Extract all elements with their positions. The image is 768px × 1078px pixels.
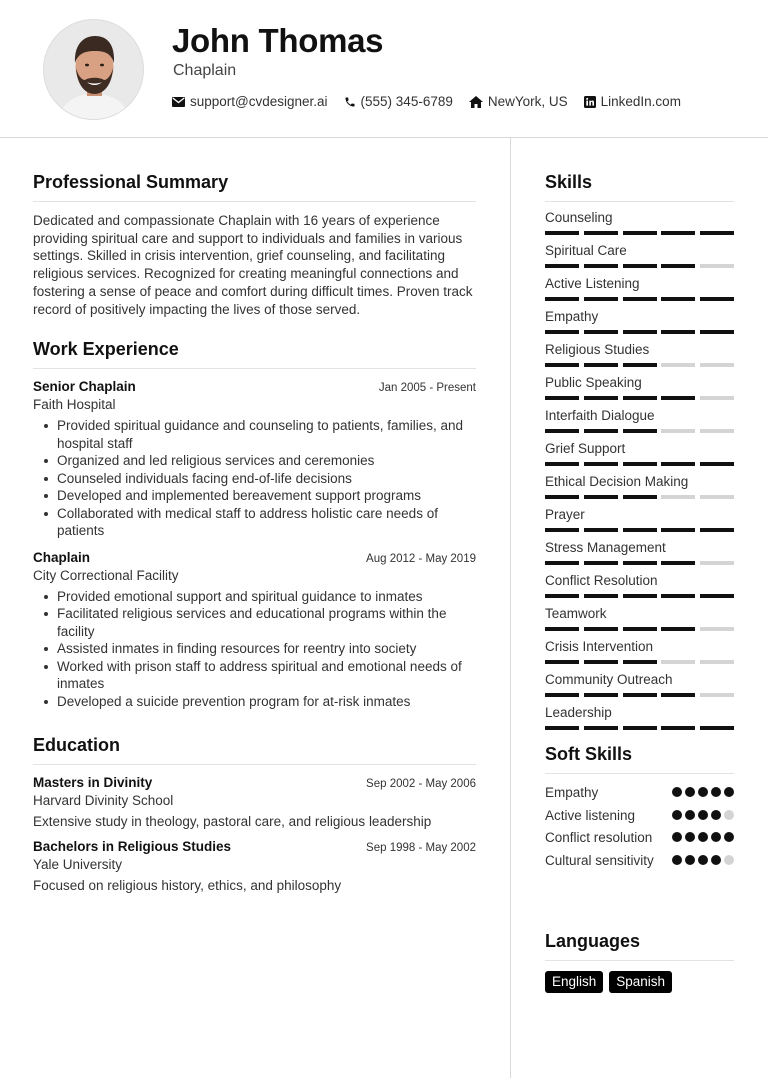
skill-item (545, 441, 734, 466)
education-entry (33, 775, 476, 829)
skill-item (545, 309, 734, 334)
skill-level-segment (623, 363, 657, 367)
skill-level-segment (661, 363, 695, 367)
skill-level-bar (545, 462, 734, 466)
skill-level-segment (545, 726, 579, 730)
soft-skill-rating (669, 855, 734, 865)
contact-email-text: support@cvdesigner.ai (190, 94, 328, 109)
soft-skills-list (545, 784, 734, 869)
soft-skill-item (545, 829, 734, 847)
candidate-name: John Thomas (172, 22, 384, 59)
skill-level-segment (584, 330, 618, 334)
rating-dot (711, 810, 721, 820)
skill-level-segment (545, 660, 579, 664)
skill-level-segment (661, 297, 695, 301)
rating-dot (672, 855, 682, 865)
soft-skill-rating (669, 810, 734, 820)
skill-level-segment (584, 363, 618, 367)
skill-level-bar (545, 528, 734, 532)
skill-level-segment (623, 429, 657, 433)
skill-item (545, 672, 734, 697)
soft-skill-name: Active listening (545, 807, 636, 823)
job-bullet: Organized and led religious services and ceremonies (33, 452, 476, 470)
skill-level-segment (584, 231, 618, 235)
rating-dot (672, 810, 682, 820)
skill-level-segment (623, 495, 657, 499)
job-bullet: Provided spiritual guidance and counseling to patients, families, and hospital staff (33, 417, 476, 452)
skill-level-segment (661, 495, 695, 499)
skill-level-segment (545, 561, 579, 565)
job-date: Jan 2005 - Present (378, 382, 476, 394)
job-bullet: Developed and implemented bereavement support programs (33, 487, 476, 505)
skill-level-segment (700, 693, 734, 697)
skill-level-segment (661, 627, 695, 631)
education-description: Extensive study in theology, pastoral care, and religious leadership (33, 814, 432, 829)
skill-level-segment (545, 429, 579, 433)
candidate-role: Chaplain (173, 62, 237, 79)
resume-header (0, 0, 768, 138)
job-header (33, 550, 476, 565)
skill-name: Public Speaking (545, 375, 642, 390)
skill-level-segment (700, 561, 734, 565)
skill-level-segment (584, 528, 618, 532)
skill-level-segment (584, 429, 618, 433)
rating-dot (711, 832, 721, 842)
skill-level-segment (700, 297, 734, 301)
skill-name: Spiritual Care (545, 243, 627, 258)
skill-item (545, 705, 734, 730)
skill-name: Grief Support (545, 441, 626, 456)
rating-dot (672, 787, 682, 797)
rating-dot (711, 855, 721, 865)
skill-name: Teamwork (545, 606, 607, 621)
rating-dot (698, 810, 708, 820)
skill-name: Empathy (545, 309, 599, 324)
skill-level-segment (584, 297, 618, 301)
skill-level-bar (545, 561, 734, 565)
envelope-icon (172, 97, 185, 107)
contact-phone[interactable] (344, 94, 453, 109)
skill-name: Active Listening (545, 276, 640, 291)
job-bullets (33, 417, 476, 540)
skill-level-segment (700, 363, 734, 367)
experience-heading: Work Experience (33, 339, 476, 369)
soft-skill-name: Conflict resolution (545, 830, 653, 845)
skill-level-bar (545, 660, 734, 664)
phone-icon (344, 96, 356, 108)
skill-level-segment (623, 231, 657, 235)
rating-dot (711, 787, 721, 797)
skill-level-segment (545, 495, 579, 499)
rating-dot (685, 832, 695, 842)
job-entry (33, 550, 476, 711)
skill-level-segment (623, 726, 657, 730)
skill-item (545, 639, 734, 664)
job-title: Chaplain (33, 549, 91, 565)
skill-level-bar (545, 495, 734, 499)
skill-level-segment (623, 330, 657, 334)
skill-level-segment (700, 264, 734, 268)
skill-level-segment (661, 660, 695, 664)
education-header (33, 775, 476, 790)
rating-dot (698, 832, 708, 842)
skills-section (545, 172, 734, 730)
skill-level-segment (623, 462, 657, 466)
job-organization: Faith Hospital (33, 397, 116, 412)
job-bullet: Worked with prison staff to address spiritual and emotional needs of inmates (33, 658, 476, 693)
soft-skill-rating (669, 832, 734, 842)
skill-level-segment (545, 264, 579, 268)
skill-name: Religious Studies (545, 342, 650, 357)
skills-list (545, 210, 734, 730)
skill-level-segment (661, 264, 695, 268)
skill-level-bar (545, 396, 734, 400)
skill-name: Community Outreach (545, 672, 673, 687)
rating-dot (685, 855, 695, 865)
summary-section (33, 172, 476, 318)
rating-dot (698, 787, 708, 797)
skill-level-segment (584, 693, 618, 697)
school-name: Yale University (33, 857, 123, 872)
skill-level-segment (545, 363, 579, 367)
skill-level-segment (700, 429, 734, 433)
rating-dot (672, 832, 682, 842)
skill-level-segment (584, 561, 618, 565)
skill-level-segment (661, 231, 695, 235)
skill-level-bar (545, 726, 734, 730)
experience-section (33, 339, 476, 710)
contact-location (469, 94, 568, 109)
skill-level-segment (661, 462, 695, 466)
languages-heading: Languages (545, 931, 734, 961)
skill-name: Ethical Decision Making (545, 474, 689, 489)
skill-level-segment (584, 594, 618, 598)
skill-level-segment (700, 594, 734, 598)
skill-level-segment (700, 396, 734, 400)
skill-level-segment (700, 528, 734, 532)
skill-level-segment (545, 693, 579, 697)
skill-level-bar (545, 594, 734, 598)
skill-level-segment (623, 693, 657, 697)
job-header (33, 379, 476, 394)
skill-level-segment (545, 594, 579, 598)
language-tag: Spanish (609, 971, 672, 993)
job-bullet: Facilitated religious services and educational programs within the facility (33, 605, 476, 640)
job-bullet: Provided emotional support and spiritual guidance to inmates (33, 588, 476, 606)
soft-skills-heading: Soft Skills (545, 744, 734, 774)
skill-level-segment (545, 297, 579, 301)
contact-linkedin-text: LinkedIn.com (600, 94, 681, 109)
skill-level-segment (661, 726, 695, 730)
skill-level-segment (661, 693, 695, 697)
skill-level-segment (545, 231, 579, 235)
skill-level-bar (545, 231, 734, 235)
skill-level-segment (584, 396, 618, 400)
skill-level-bar (545, 429, 734, 433)
skill-level-segment (584, 462, 618, 466)
skill-level-segment (623, 297, 657, 301)
summary-heading: Professional Summary (33, 172, 476, 202)
degree-title: Masters in Divinity (33, 775, 153, 790)
soft-skill-name: Empathy (545, 785, 599, 800)
education-entry (33, 839, 476, 893)
skill-name: Counseling (545, 210, 613, 225)
linkedin-icon (584, 96, 596, 108)
skill-name: Leadership (545, 705, 612, 720)
skill-level-segment (584, 660, 618, 664)
skill-level-segment (700, 495, 734, 499)
skill-level-segment (661, 561, 695, 565)
skill-level-segment (584, 264, 618, 268)
skills-heading: Skills (545, 172, 734, 202)
contact-phone-text: (555) 345-6789 (360, 94, 453, 109)
skill-level-segment (545, 462, 579, 466)
skill-item (545, 342, 734, 367)
education-date: Sep 1998 - May 2002 (366, 842, 476, 854)
skill-level-segment (623, 396, 657, 400)
skill-level-segment (545, 528, 579, 532)
job-bullet: Collaborated with medical staff to address holistic care needs of patients (33, 505, 476, 540)
skill-level-segment (661, 528, 695, 532)
skill-level-segment (661, 594, 695, 598)
skill-level-segment (661, 396, 695, 400)
skill-level-segment (623, 660, 657, 664)
job-bullet: Counseled individuals facing end-of-life decisions (33, 470, 476, 488)
soft-skills-section (545, 744, 734, 874)
skill-level-segment (623, 561, 657, 565)
skill-level-segment (545, 330, 579, 334)
job-organization: City Correctional Facility (33, 567, 179, 583)
skill-level-segment (700, 660, 734, 664)
skill-item (545, 540, 734, 565)
skill-item (545, 507, 734, 532)
skill-level-bar (545, 264, 734, 268)
skill-item (545, 276, 734, 301)
education-heading: Education (33, 735, 476, 765)
rating-dot (724, 832, 734, 842)
column-divider (510, 138, 511, 1078)
rating-dot (724, 810, 734, 820)
skill-level-bar (545, 330, 734, 334)
job-bullet: Developed a suicide prevention program for at-risk inmates (33, 693, 476, 711)
skill-level-bar (545, 627, 734, 631)
contact-location-text: NewYork, US (487, 94, 568, 109)
summary-text: Dedicated and compassionate Chaplain with 16 years of experience providing spiritual care and support to individuals and families in various settings. Skilled in crisis intervention, grief counseling, and facilitating religious services. Recognized for creating meaningful connections and fostering a sense of peace and comfort during difficult times. Proven track record of positively impacting the lives of those served. (33, 213, 473, 317)
skill-item (545, 573, 734, 598)
contact-bar (172, 94, 697, 109)
profile-photo (43, 19, 144, 120)
job-bullet: Assisted inmates in finding resources for reentry into society (33, 640, 476, 658)
skill-level-segment (584, 726, 618, 730)
education-section (33, 735, 476, 893)
education-description: Focused on religious history, ethics, and philosophy (33, 878, 342, 893)
skill-level-segment (661, 429, 695, 433)
skill-level-segment (584, 627, 618, 631)
education-header (33, 839, 476, 854)
skill-item (545, 474, 734, 499)
skill-item (545, 408, 734, 433)
skill-item (545, 375, 734, 400)
education-date: Sep 2002 - May 2006 (366, 778, 476, 790)
soft-skill-name: Cultural sensitivity (545, 852, 654, 868)
skill-name: Crisis Intervention (545, 639, 654, 654)
school-name: Harvard Divinity School (33, 793, 174, 808)
home-icon (469, 96, 483, 108)
skill-level-segment (545, 627, 579, 631)
contact-email[interactable] (172, 94, 328, 109)
skill-level-segment (700, 231, 734, 235)
soft-skill-item (545, 807, 734, 825)
soft-skill-item (545, 784, 734, 802)
job-entry (33, 379, 476, 540)
skill-name: Interfaith Dialogue (545, 408, 655, 423)
skill-level-segment (623, 528, 657, 532)
rating-dot (698, 855, 708, 865)
skill-level-segment (584, 495, 618, 499)
degree-title: Bachelors in Religious Studies (33, 839, 232, 854)
skill-level-bar (545, 297, 734, 301)
rating-dot (724, 855, 734, 865)
skill-level-segment (623, 594, 657, 598)
skill-level-segment (623, 264, 657, 268)
rating-dot (685, 810, 695, 820)
skill-level-segment (623, 627, 657, 631)
skill-name: Stress Management (545, 540, 666, 555)
soft-skill-rating (669, 787, 734, 797)
skill-level-bar (545, 693, 734, 697)
job-date: Aug 2012 - May 2019 (366, 552, 476, 565)
skill-item (545, 210, 734, 235)
skill-item (545, 606, 734, 631)
skill-level-segment (545, 396, 579, 400)
languages-list (545, 971, 734, 993)
profile-photo-illustration (44, 20, 144, 120)
job-title: Senior Chaplain (33, 379, 136, 394)
rating-dot (685, 787, 695, 797)
skill-name: Conflict Resolution (545, 573, 658, 588)
soft-skill-item (545, 852, 734, 870)
job-bullets (33, 588, 476, 711)
skill-level-segment (700, 462, 734, 466)
contact-linkedin[interactable] (584, 94, 681, 109)
skill-level-bar (545, 363, 734, 367)
language-tag: English (545, 971, 603, 993)
skill-level-segment (700, 726, 734, 730)
skill-level-segment (700, 330, 734, 334)
skill-item (545, 243, 734, 268)
skill-level-segment (661, 330, 695, 334)
skill-name: Prayer (545, 507, 585, 522)
rating-dot (724, 787, 734, 797)
languages-section (545, 931, 734, 993)
skill-level-segment (700, 627, 734, 631)
